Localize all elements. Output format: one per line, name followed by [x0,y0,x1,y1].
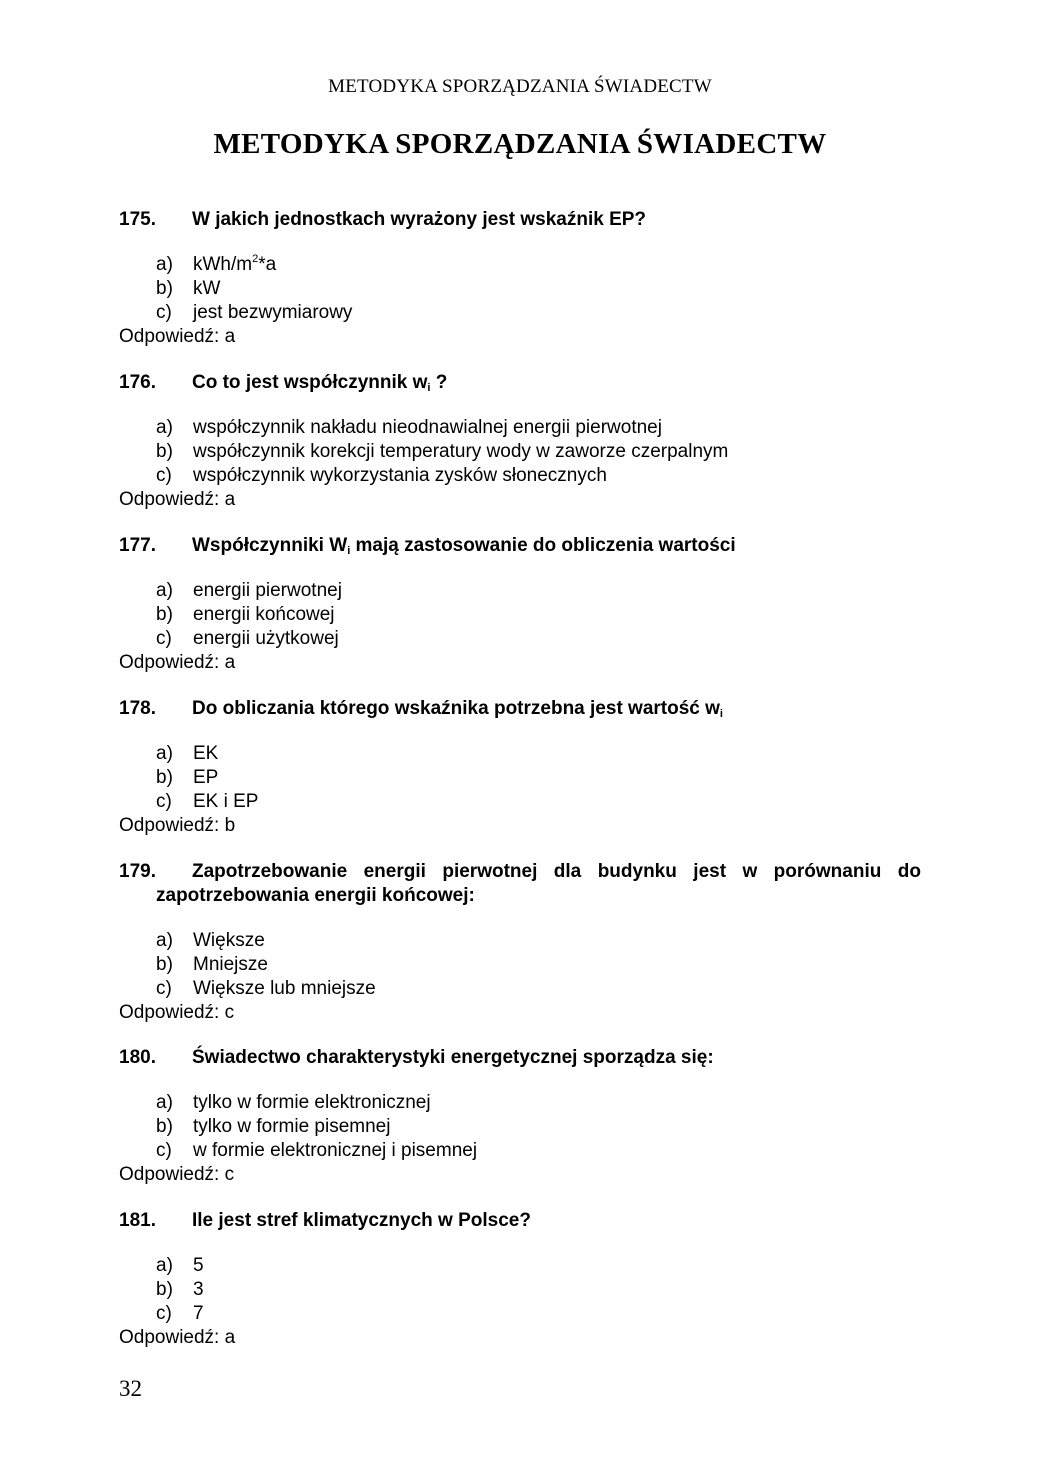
option-c: c) w formie elektronicznej i pisemnej [156,1140,478,1161]
option-c: c) Większe lub mniejsze [156,978,376,999]
question-number: 177. [119,535,156,556]
question-number: 180. [119,1047,156,1068]
option-c: c) jest bezwymiarowy [156,302,353,323]
answer-value: a [224,489,236,510]
question-heading [119,1209,921,1233]
option-a: a) Większe [156,930,265,951]
answer-value: c [224,1002,235,1023]
option-b: b) EP [156,767,219,788]
question-text: Do obliczania którego wskaźnika potrzebna jest wartość $w_i$ [192,698,723,720]
question-text-line2: zapotrzebowania energii końcowej: [156,885,475,906]
question-text: W jakich jednostkach wyrażony jest wskaźnik EP? [192,209,647,230]
question-181 [119,1209,921,1350]
option-b: b) 3 [156,1279,204,1300]
answer-line: Odpowiedź: c [119,1164,235,1185]
answer-value: b [224,815,236,836]
answer-value: a [224,326,236,347]
question-178 [119,697,921,838]
question-heading [119,860,921,908]
question-text: Ile jest stref klimatycznych w Polsce? [192,1210,531,1231]
question-heading [119,1046,921,1070]
option-a: a) energii pierwotnej [156,580,342,601]
page-title: METODYKA SPORZĄDZANIA ŚWIADECTW [213,128,827,160]
question-number: 181. [119,1210,156,1231]
superscript: 2 [252,253,259,265]
options-list [119,579,921,651]
options-list [119,1091,921,1163]
page-number: 32 [119,1376,142,1401]
question-heading [119,208,921,232]
option-b: b) współczynnik korekcji temperatury wody w zaworze czerpalnym [156,441,729,462]
option-c: c) 7 [156,1303,204,1324]
answer-value: a [224,652,236,673]
option-b: b) Mniejsze [156,954,268,975]
option-a: a) współczynnik nakładu nieodnawialnej energii pierwotnej [156,417,662,438]
answer-value: c [224,1164,235,1185]
question-175 [119,208,921,349]
question-176 [119,371,921,512]
answer-line: Odpowiedź: c [119,1002,235,1023]
option-a: a) tylko w formie elektronicznej [156,1092,431,1113]
option-a: a) kWh/$m^2*a$ [156,253,277,275]
running-header: METODYKA SPORZĄDZANIA ŚWIADECTW [328,76,712,97]
question-text: Współczynniki $W_i$ mają zastosowanie do obliczenia wartości [192,535,736,557]
answer-value: a [224,1327,236,1348]
question-number: 175. [119,209,156,230]
question-heading [119,534,921,558]
options-list [119,1254,921,1326]
question-text-line1: Zapotrzebowanie energii pierwotnej dla budynku jest w porównaniu do [192,861,921,882]
options-list [119,929,921,1001]
question-number: 178. [119,698,156,719]
question-text: Co to jest współczynnik $w_i$ ? [192,372,448,394]
option-b: b) energii końcowej [156,604,335,625]
option-a: a) 5 [156,1255,204,1276]
option-c: c) energii użytkowej [156,628,339,649]
option-c: c) EK i EP [156,791,259,812]
answer-line: Odpowiedź: a [119,489,236,510]
question-text: Świadectwo charakterystyki energetycznej sporządza się: [192,1047,714,1068]
question-number: 179. [119,861,156,882]
question-heading [119,371,921,395]
option-b: b) tylko w formie pisemnej [156,1116,391,1137]
options-list [119,416,921,488]
options-list [119,253,921,325]
question-number: 176. [119,372,156,393]
option-c: c) współczynnik wykorzystania zysków słonecznych [156,465,607,486]
option-b: b) kW [156,278,221,299]
answer-line: Odpowiedź: a [119,1327,236,1348]
option-a: a) EK [156,743,219,764]
question-180 [119,1046,921,1187]
options-list [119,742,921,814]
question-heading [119,697,921,721]
question-177 [119,534,921,675]
answer-line: Odpowiedź: a [119,652,236,673]
question-179 [119,860,921,1025]
answer-line: Odpowiedź: a [119,326,236,347]
answer-line: Odpowiedź: b [119,815,236,836]
